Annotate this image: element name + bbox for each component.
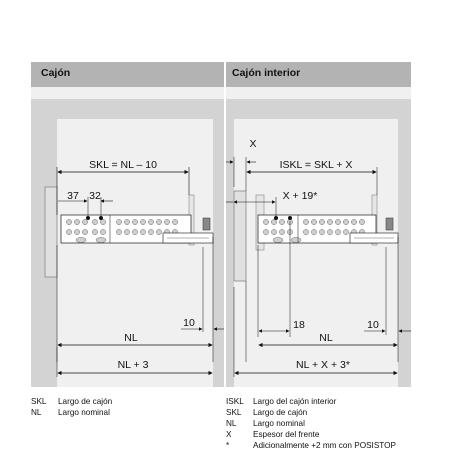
- dim-10-label: 10: [183, 317, 195, 329]
- dim-37-label: 37: [67, 190, 79, 202]
- iskl-label: ISKL = SKL + X: [279, 159, 353, 171]
- inner-drawer-diagram: [226, 87, 411, 387]
- panel-title: Cajón: [41, 67, 71, 79]
- nl-label: NL: [319, 332, 333, 344]
- cabinet-back: [213, 99, 224, 387]
- panel-header: [226, 62, 411, 87]
- drawing-area: [226, 87, 411, 387]
- panel-inner-drawer: [226, 62, 411, 453]
- skl-label: SKL = NL – 10: [89, 159, 157, 171]
- cabinet-top: [31, 99, 224, 119]
- dim-10-label: 10: [367, 319, 379, 331]
- cabinet-side: [226, 99, 234, 387]
- x-label: X: [249, 138, 257, 150]
- nl3-label: NL + 3: [117, 359, 149, 371]
- nl-label: NL: [124, 332, 138, 344]
- rear-bracket: [386, 218, 393, 230]
- legend: ISKL Largo del cajón interior SKL Largo de cajón NL Largo nominal X Espesor del frente * Adicionalmente +2 mm con POSISTOP: [226, 387, 411, 453]
- legend: SKL Largo de cajón NL Largo nominal: [31, 387, 224, 453]
- drawing-area: [31, 87, 224, 387]
- x19-label: X + 19*: [282, 190, 318, 202]
- panel-header: [31, 62, 224, 87]
- outer-front: [234, 191, 246, 281]
- cabinet-top: [226, 99, 411, 119]
- drawer-front: [45, 187, 57, 277]
- fixing-point: [288, 216, 292, 220]
- panel-title: Cajón interior: [232, 67, 301, 79]
- drawer-diagram: [31, 87, 224, 387]
- dim-18-label: 18: [293, 319, 305, 331]
- dim-32-label: 32: [89, 190, 101, 202]
- nlx3-label: NL + X + 3*: [296, 359, 350, 371]
- rear-bracket: [203, 218, 210, 230]
- panel-drawer: [31, 62, 224, 453]
- cabinet-back: [398, 99, 411, 387]
